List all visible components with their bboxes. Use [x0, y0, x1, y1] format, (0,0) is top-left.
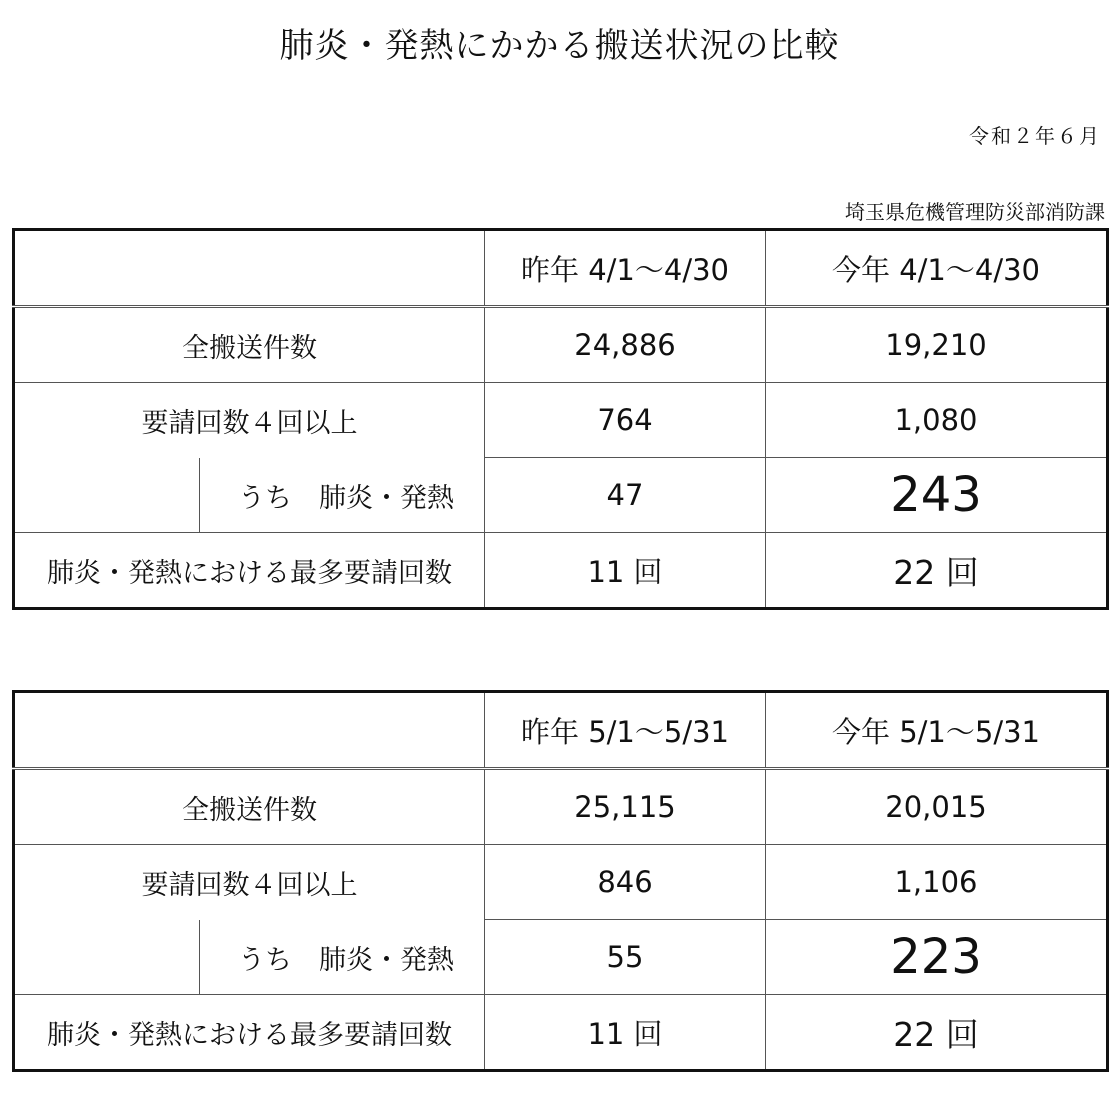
row-label-sub: うち 肺炎・発熱	[200, 920, 485, 995]
row-label-req4: 要請回数４回以上	[14, 845, 485, 920]
table-row	[14, 533, 1108, 609]
table-header-row	[14, 230, 1108, 307]
sub-last-year: 47	[485, 458, 766, 533]
sub-this-year: 243	[766, 458, 1108, 533]
max-last-year: 11 回	[485, 995, 766, 1071]
total-this-year: 20,015	[766, 769, 1108, 845]
report-date: 令和２年６月	[969, 124, 1101, 148]
max-last-year: 11 回	[485, 533, 766, 609]
row-label-sub: うち 肺炎・発熱	[200, 458, 485, 533]
page-title: 肺炎・発熱にかかる搬送状況の比較	[279, 26, 840, 66]
table-header-row	[14, 692, 1108, 769]
comparison-table-may	[12, 690, 1109, 1072]
header-blank-cell	[14, 230, 485, 307]
total-last-year: 24,886	[485, 307, 766, 383]
max-this-year: 22 回	[766, 995, 1108, 1071]
table-row	[14, 383, 1108, 458]
header-this-year: 今年 5/1〜5/31	[766, 692, 1108, 769]
sub-this-year: 223	[766, 920, 1108, 995]
table-row	[14, 995, 1108, 1071]
max-this-year: 22 回	[766, 533, 1108, 609]
table-row	[14, 307, 1108, 383]
total-last-year: 25,115	[485, 769, 766, 845]
total-this-year: 19,210	[766, 307, 1108, 383]
header-this-year: 今年 4/1〜4/30	[766, 230, 1108, 307]
department-name: 埼玉県危機管理防災部消防課	[845, 200, 1105, 224]
req4-this-year: 1,106	[766, 845, 1108, 920]
req4-this-year: 1,080	[766, 383, 1108, 458]
stub-blank-cell	[14, 920, 200, 995]
row-label-req4: 要請回数４回以上	[14, 383, 485, 458]
stub-blank-cell	[14, 458, 200, 533]
table-row	[14, 458, 1108, 533]
comparison-table-april	[12, 228, 1109, 610]
req4-last-year: 846	[485, 845, 766, 920]
header-last-year: 昨年 5/1〜5/31	[485, 692, 766, 769]
row-label-max: 肺炎・発熱における最多要請回数	[14, 533, 485, 609]
row-label-total: 全搬送件数	[14, 307, 485, 383]
req4-last-year: 764	[485, 383, 766, 458]
header-last-year: 昨年 4/1〜4/30	[485, 230, 766, 307]
table-row	[14, 769, 1108, 845]
header-blank-cell	[14, 692, 485, 769]
row-label-max: 肺炎・発熱における最多要請回数	[14, 995, 485, 1071]
sub-last-year: 55	[485, 920, 766, 995]
row-label-total: 全搬送件数	[14, 769, 485, 845]
table-row	[14, 845, 1108, 920]
table-row	[14, 920, 1108, 995]
